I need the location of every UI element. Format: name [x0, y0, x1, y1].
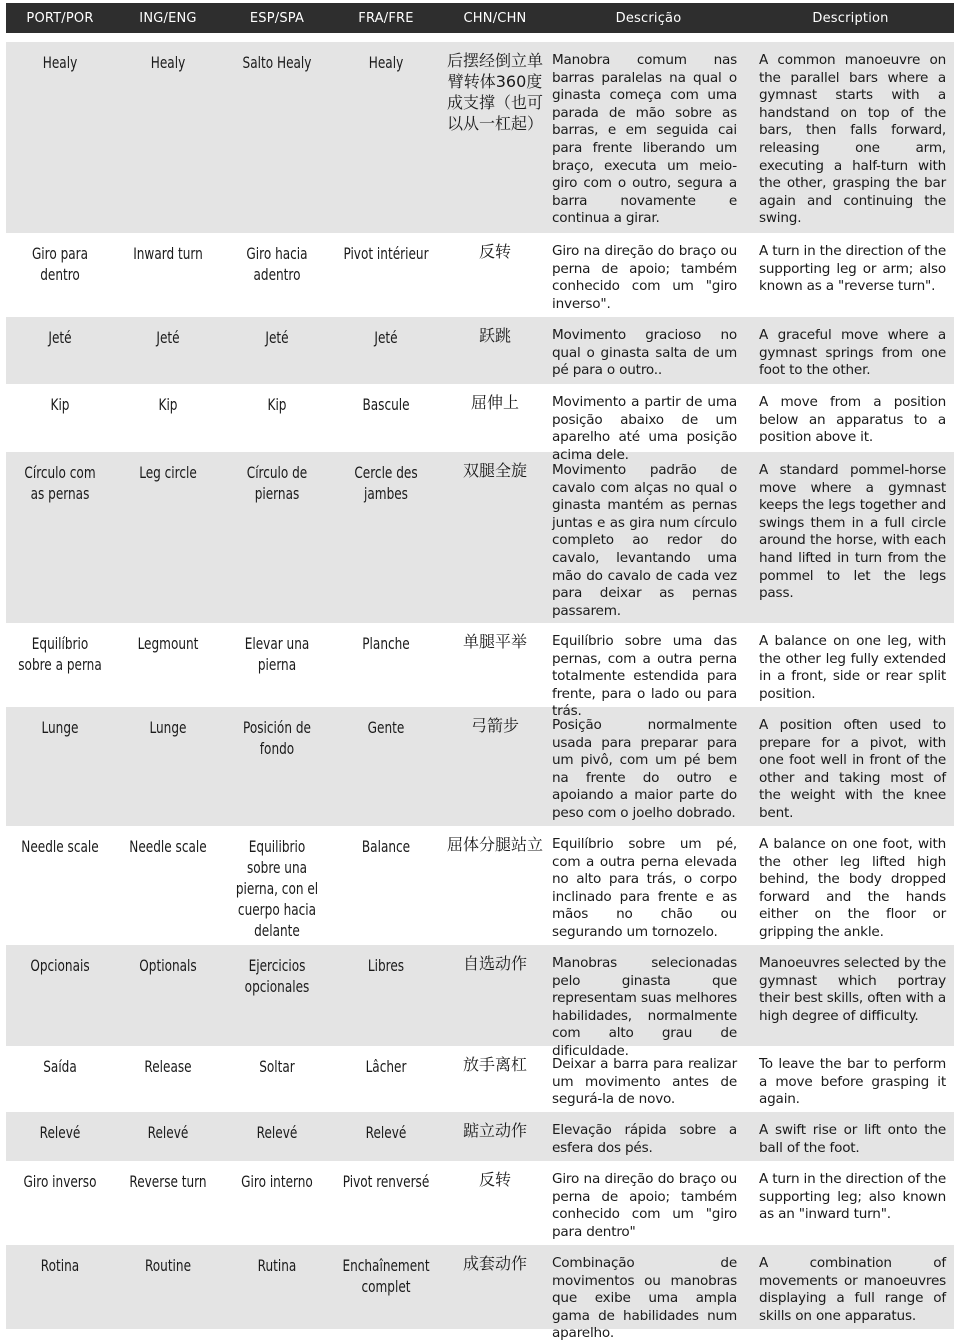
- header-description: Description: [812, 10, 889, 26]
- term-spa: Salto Healy: [242, 53, 312, 72]
- table-row: [6, 1112, 954, 1161]
- desc-portuguese: Movimento padrão de cavalo com alças no qual o ginasta mantém as pernas juntas e as gira num círculo completo ao redor do cavalo, levantando uma mão do cavalo de cada vez para deixar as pernas passarem.: [552, 462, 737, 619]
- term-eng: Needle scale: [129, 837, 207, 856]
- term-por: Relevé: [39, 1123, 81, 1142]
- desc-portuguese: Manobra comum nas barras paralelas na qual o ginasta começa com uma parada de mão sobre as barras, e em seguida cai para frente liberando um braço, executa um meio-giro com o outro, segura a barra novamente e continua a girar.: [552, 52, 737, 227]
- desc-english: A standard pommel-horse move where a gymnast keeps the legs together and swings them in a full circle around the horse, with each hand lifted in turn from the pommel to let the legs pass.: [759, 462, 946, 602]
- desc-portuguese: Posição normalmente usada para preparar para um pivô, com um pé bem na frente do outro e apoiando a maior parte do peso com o joelho dobrado.: [552, 717, 737, 821]
- term-fre: Balance: [361, 837, 411, 856]
- table-row: [6, 826, 954, 945]
- term-spa: Equilibrio sobre una pierna, con el cuerpo hacia delante: [235, 837, 319, 940]
- term-chn: 屈伸上: [470, 393, 519, 412]
- term-fre: Planche: [362, 634, 410, 653]
- term-eng: Lunge: [149, 718, 187, 737]
- desc-portuguese: Deixar a barra para realizar um movimento antes de segurá-la de novo.: [552, 1056, 737, 1108]
- desc-portuguese: Movimento a partir de uma posição abaixo de um aparelho até uma posição acima dele.: [552, 394, 737, 463]
- table-row: [6, 1046, 954, 1112]
- table-row: [6, 384, 954, 463]
- term-chn: 反转: [478, 1170, 511, 1189]
- desc-english: Manoeuvres selected by the gymnast which portray their best skills, often with a high degree of difficulty.: [759, 955, 946, 1024]
- term-spa: Posición de fondo: [243, 718, 311, 758]
- term-spa: Elevar una pierna: [244, 634, 310, 674]
- header-fre: FRA/FRE: [358, 10, 414, 26]
- header-eng: ING/ENG: [139, 10, 197, 26]
- table-row: [6, 233, 954, 317]
- term-eng: Legmount: [137, 634, 199, 653]
- term-eng: Relevé: [147, 1123, 189, 1142]
- table-row: [6, 1161, 954, 1245]
- term-por: Círculo com as pernas: [24, 463, 96, 503]
- desc-english: A graceful move where a gymnast springs from one foot to the other.: [759, 327, 946, 379]
- term-chn: 双腿全旋: [462, 461, 527, 480]
- table-row: [6, 707, 954, 826]
- term-fre: Bascule: [362, 395, 410, 414]
- desc-portuguese: Giro na direção do braço ou perna de apoio; também conhecido com um "giro para dentro": [552, 1171, 737, 1240]
- desc-english: A position often used to prepare for a pivot, with one foot well in front of the other and taking most of the weight with the knee bent.: [759, 717, 946, 821]
- desc-portuguese: Movimento gracioso no qual o ginasta salta de um pé para o outro..: [552, 327, 737, 379]
- term-por: Opcionais: [30, 956, 90, 975]
- table-row: [6, 1245, 954, 1342]
- term-chn: 屈体分腿站立: [446, 835, 543, 854]
- term-eng: Healy: [150, 53, 186, 72]
- term-por: Lunge: [41, 718, 79, 737]
- term-chn: 单腿平举: [462, 632, 527, 651]
- term-fre: Gente: [367, 718, 405, 737]
- term-fre: Pivot intérieur: [343, 244, 429, 263]
- header-por: PORT/POR: [26, 10, 94, 26]
- desc-english: To leave the bar to perform a move before grasping it again.: [759, 1056, 946, 1108]
- term-fre: Relevé: [365, 1123, 407, 1142]
- term-spa: Círculo de piernas: [246, 463, 308, 503]
- term-por: Rotina: [40, 1256, 80, 1275]
- desc-portuguese: Elevação rápida sobre a esfera dos pés.: [552, 1122, 737, 1156]
- desc-portuguese: Manobras selecionadas pelo ginasta que representam suas melhores habilidades, normalmente com alto grau de dificuldade.: [552, 955, 737, 1059]
- term-chn: 弓箭步: [470, 716, 519, 735]
- desc-english: A combination of movements or manoeuvres displaying a full range of skills on one apparatus.: [759, 1255, 946, 1324]
- term-spa: Giro hacia adentro: [246, 244, 308, 284]
- desc-portuguese: Giro na direção do braço ou perna de apoio; também conhecido com um "giro inverso".: [552, 243, 737, 312]
- term-fre: Enchaînement complet: [342, 1256, 430, 1296]
- glossary-table: [6, 42, 954, 1342]
- desc-english: A swift rise or lift onto the ball of the foot.: [759, 1122, 946, 1156]
- term-chn: 踮立动作: [462, 1121, 527, 1140]
- table-row: [6, 623, 954, 720]
- term-por: Kip: [50, 395, 70, 414]
- desc-english: A balance on one foot, with the other leg lifted high behind, the body dropped forward and the hands either on the floor or gripping the ankle.: [759, 836, 946, 940]
- header-chn: CHN/CHN: [463, 10, 527, 26]
- term-fre: Lâcher: [365, 1057, 407, 1076]
- table-row: [6, 452, 954, 623]
- term-por: Saída: [43, 1057, 77, 1076]
- table-row: [6, 945, 954, 1059]
- term-por: Healy: [42, 53, 78, 72]
- term-spa: Jeté: [265, 328, 289, 347]
- term-eng: Leg circle: [139, 463, 197, 482]
- table-header: [6, 3, 954, 33]
- term-fre: Healy: [368, 53, 404, 72]
- term-por: Giro para dentro: [31, 244, 89, 284]
- term-chn: 自选动作: [462, 954, 527, 973]
- term-spa: Kip: [267, 395, 287, 414]
- term-chn: 后摆经倒立单臂转体360度成支撑（也可以从一杠起）: [446, 51, 543, 133]
- term-por: Jeté: [48, 328, 72, 347]
- term-spa: Soltar: [259, 1057, 295, 1076]
- term-spa: Giro interno: [241, 1172, 313, 1191]
- term-spa: Relevé: [256, 1123, 298, 1142]
- term-spa: Ejercicios opcionales: [244, 956, 310, 996]
- term-por: Giro inverso: [23, 1172, 97, 1191]
- term-chn: 跃跳: [478, 326, 511, 345]
- term-eng: Jeté: [156, 328, 180, 347]
- term-fre: Libres: [367, 956, 405, 975]
- term-eng: Inward turn: [133, 244, 203, 263]
- desc-english: A balance on one leg, with the other leg fully extended in a front, side or rear split position.: [759, 633, 946, 702]
- term-eng: Reverse turn: [129, 1172, 207, 1191]
- desc-portuguese: Combinação de movimentos ou manobras que exibe uma ampla gama de habilidades num aparelho.: [552, 1255, 737, 1342]
- desc-portuguese: Equilíbrio sobre uma das pernas, com a outra perna totalmente estendida para frente, para o lado ou para trás.: [552, 633, 737, 720]
- term-eng: Release: [144, 1057, 192, 1076]
- term-fre: Cercle des jambes: [354, 463, 418, 503]
- desc-english: A move from a position below an apparatus to a position above it.: [759, 394, 946, 446]
- term-por: Equilíbrio sobre a perna: [18, 634, 102, 674]
- term-spa: Rutina: [257, 1256, 297, 1275]
- desc-english: A common manoeuvre on the parallel bars where a gymnast starts with a handstand on top of the bars, then falls forward, releasing one arm, executing a half-turn with the other, grasping the bar again and continuing the swing.: [759, 52, 946, 227]
- desc-english: A turn in the direction of the supporting leg; also known as an "inward turn".: [759, 1171, 946, 1223]
- term-chn: 成套动作: [462, 1254, 527, 1273]
- term-fre: Jeté: [374, 328, 398, 347]
- term-fre: Pivot renversé: [342, 1172, 430, 1191]
- term-chn: 反转: [478, 242, 511, 261]
- header-descricao: Descrição: [615, 10, 682, 26]
- desc-portuguese: Equilíbrio sobre um pé, com a outra perna elevada no alto para trás, o corpo inclinado para frente e as mãos no chão ou segurando um tornozelo.: [552, 836, 737, 940]
- term-eng: Optionals: [139, 956, 197, 975]
- term-por: Needle scale: [21, 837, 99, 856]
- table-row: [6, 317, 954, 384]
- term-eng: Routine: [144, 1256, 192, 1275]
- desc-english: A turn in the direction of the supporting leg or arm; also known as a "reverse turn".: [759, 243, 946, 295]
- header-spa: ESP/SPA: [249, 10, 305, 26]
- term-eng: Kip: [158, 395, 178, 414]
- table-row: [6, 42, 954, 233]
- term-chn: 放手离杠: [462, 1055, 527, 1074]
